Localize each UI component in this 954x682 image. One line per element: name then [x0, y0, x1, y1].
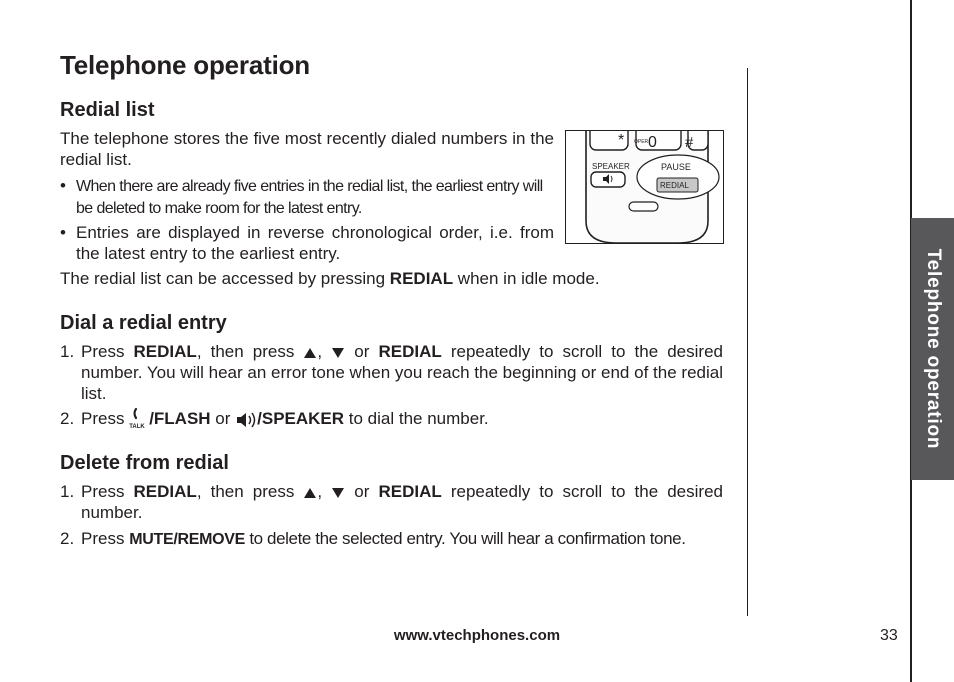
section-heading-dial-redial: Dial a redial entry — [60, 312, 227, 334]
speaker-key-label: SPEAKER — [592, 162, 630, 171]
step-number: 1. — [60, 342, 75, 361]
text: Press — [81, 482, 134, 501]
handset-illustration — [565, 130, 724, 244]
step-number: 1. — [60, 482, 75, 501]
handset-keypad-graphic — [566, 131, 723, 243]
text: or — [210, 409, 236, 428]
column-divider — [747, 68, 748, 616]
star-key-label: * — [618, 132, 625, 149]
text: to dial the number. — [344, 409, 489, 428]
zero-key-label: 0 — [648, 134, 657, 151]
key-mute-remove: MUTE/REMOVE — [129, 531, 246, 548]
text: or — [345, 342, 379, 361]
text: to delete the selected entry. You will hear a confirmation tone. — [245, 529, 686, 548]
text: when in idle mode. — [453, 269, 600, 288]
page-title: Telephone operation — [60, 50, 310, 80]
text: Press — [81, 342, 134, 361]
key-redial: REDIAL — [133, 482, 197, 501]
text: , — [317, 342, 323, 361]
step-number: 2. — [60, 529, 75, 548]
pause-key-label: PAUSE — [661, 162, 691, 172]
side-tab — [911, 218, 954, 480]
delete-step-2 — [60, 528, 723, 550]
step-number: 2. — [60, 409, 75, 428]
up-arrow-icon — [304, 488, 316, 498]
up-arrow-icon — [304, 348, 316, 358]
redial-access-text — [60, 268, 740, 289]
bullet-text: Entries are displayed in reverse chronological order, i.e. from the latest entry to the earliest entry. — [76, 223, 554, 263]
hash-key-label: # — [685, 134, 694, 151]
talk-icon — [129, 410, 149, 430]
text: repeatedly to scroll to the desired number. — [81, 482, 723, 522]
key-flash: /FLASH — [149, 409, 211, 428]
bullet-mark: • — [60, 176, 66, 195]
redial-bullet-1 — [60, 175, 554, 219]
text: , then press — [196, 482, 304, 501]
bullet-text: When there are already five entries in the redial list, the earliest entry will be deleted to make room for the latest entry. — [76, 178, 543, 217]
section-heading-redial-list: Redial list — [60, 99, 155, 121]
key-redial: REDIAL — [378, 482, 442, 501]
text: Press — [81, 409, 130, 428]
dial-step-1 — [60, 341, 723, 404]
dial-step-2 — [60, 408, 723, 430]
page-number: 33 — [880, 627, 898, 644]
talk-icon-label: TALK — [129, 423, 145, 430]
key-redial: REDIAL — [378, 342, 442, 361]
footer-url: www.vtechphones.com — [393, 627, 561, 644]
key-redial: REDIAL — [133, 342, 197, 361]
oper-label: OPER — [634, 139, 649, 145]
text: repeatedly to scroll to the desired number. You will hear an error tone when you reach the beginning or end of the redial list. — [81, 342, 723, 403]
redial-bullet-2 — [60, 222, 554, 264]
speaker-icon — [235, 412, 257, 428]
text: or — [345, 482, 379, 501]
text: Press — [81, 529, 130, 548]
section-heading-delete-redial: Delete from redial — [60, 452, 229, 474]
text: , — [317, 482, 323, 501]
side-tab-label: Telephone operation — [922, 248, 944, 450]
bullet-mark: • — [60, 223, 66, 242]
down-arrow-icon — [332, 488, 344, 498]
key-speaker: /SPEAKER — [257, 409, 345, 428]
text: The redial list can be accessed by pressing — [60, 269, 390, 288]
text: , then press — [196, 342, 304, 361]
down-arrow-icon — [332, 348, 344, 358]
redial-intro: The telephone stores the five most recently dialed numbers in the redial list. — [60, 129, 554, 169]
key-redial: REDIAL — [389, 269, 454, 288]
redial-key-label: REDIAL — [660, 181, 689, 190]
delete-step-1 — [60, 481, 723, 523]
